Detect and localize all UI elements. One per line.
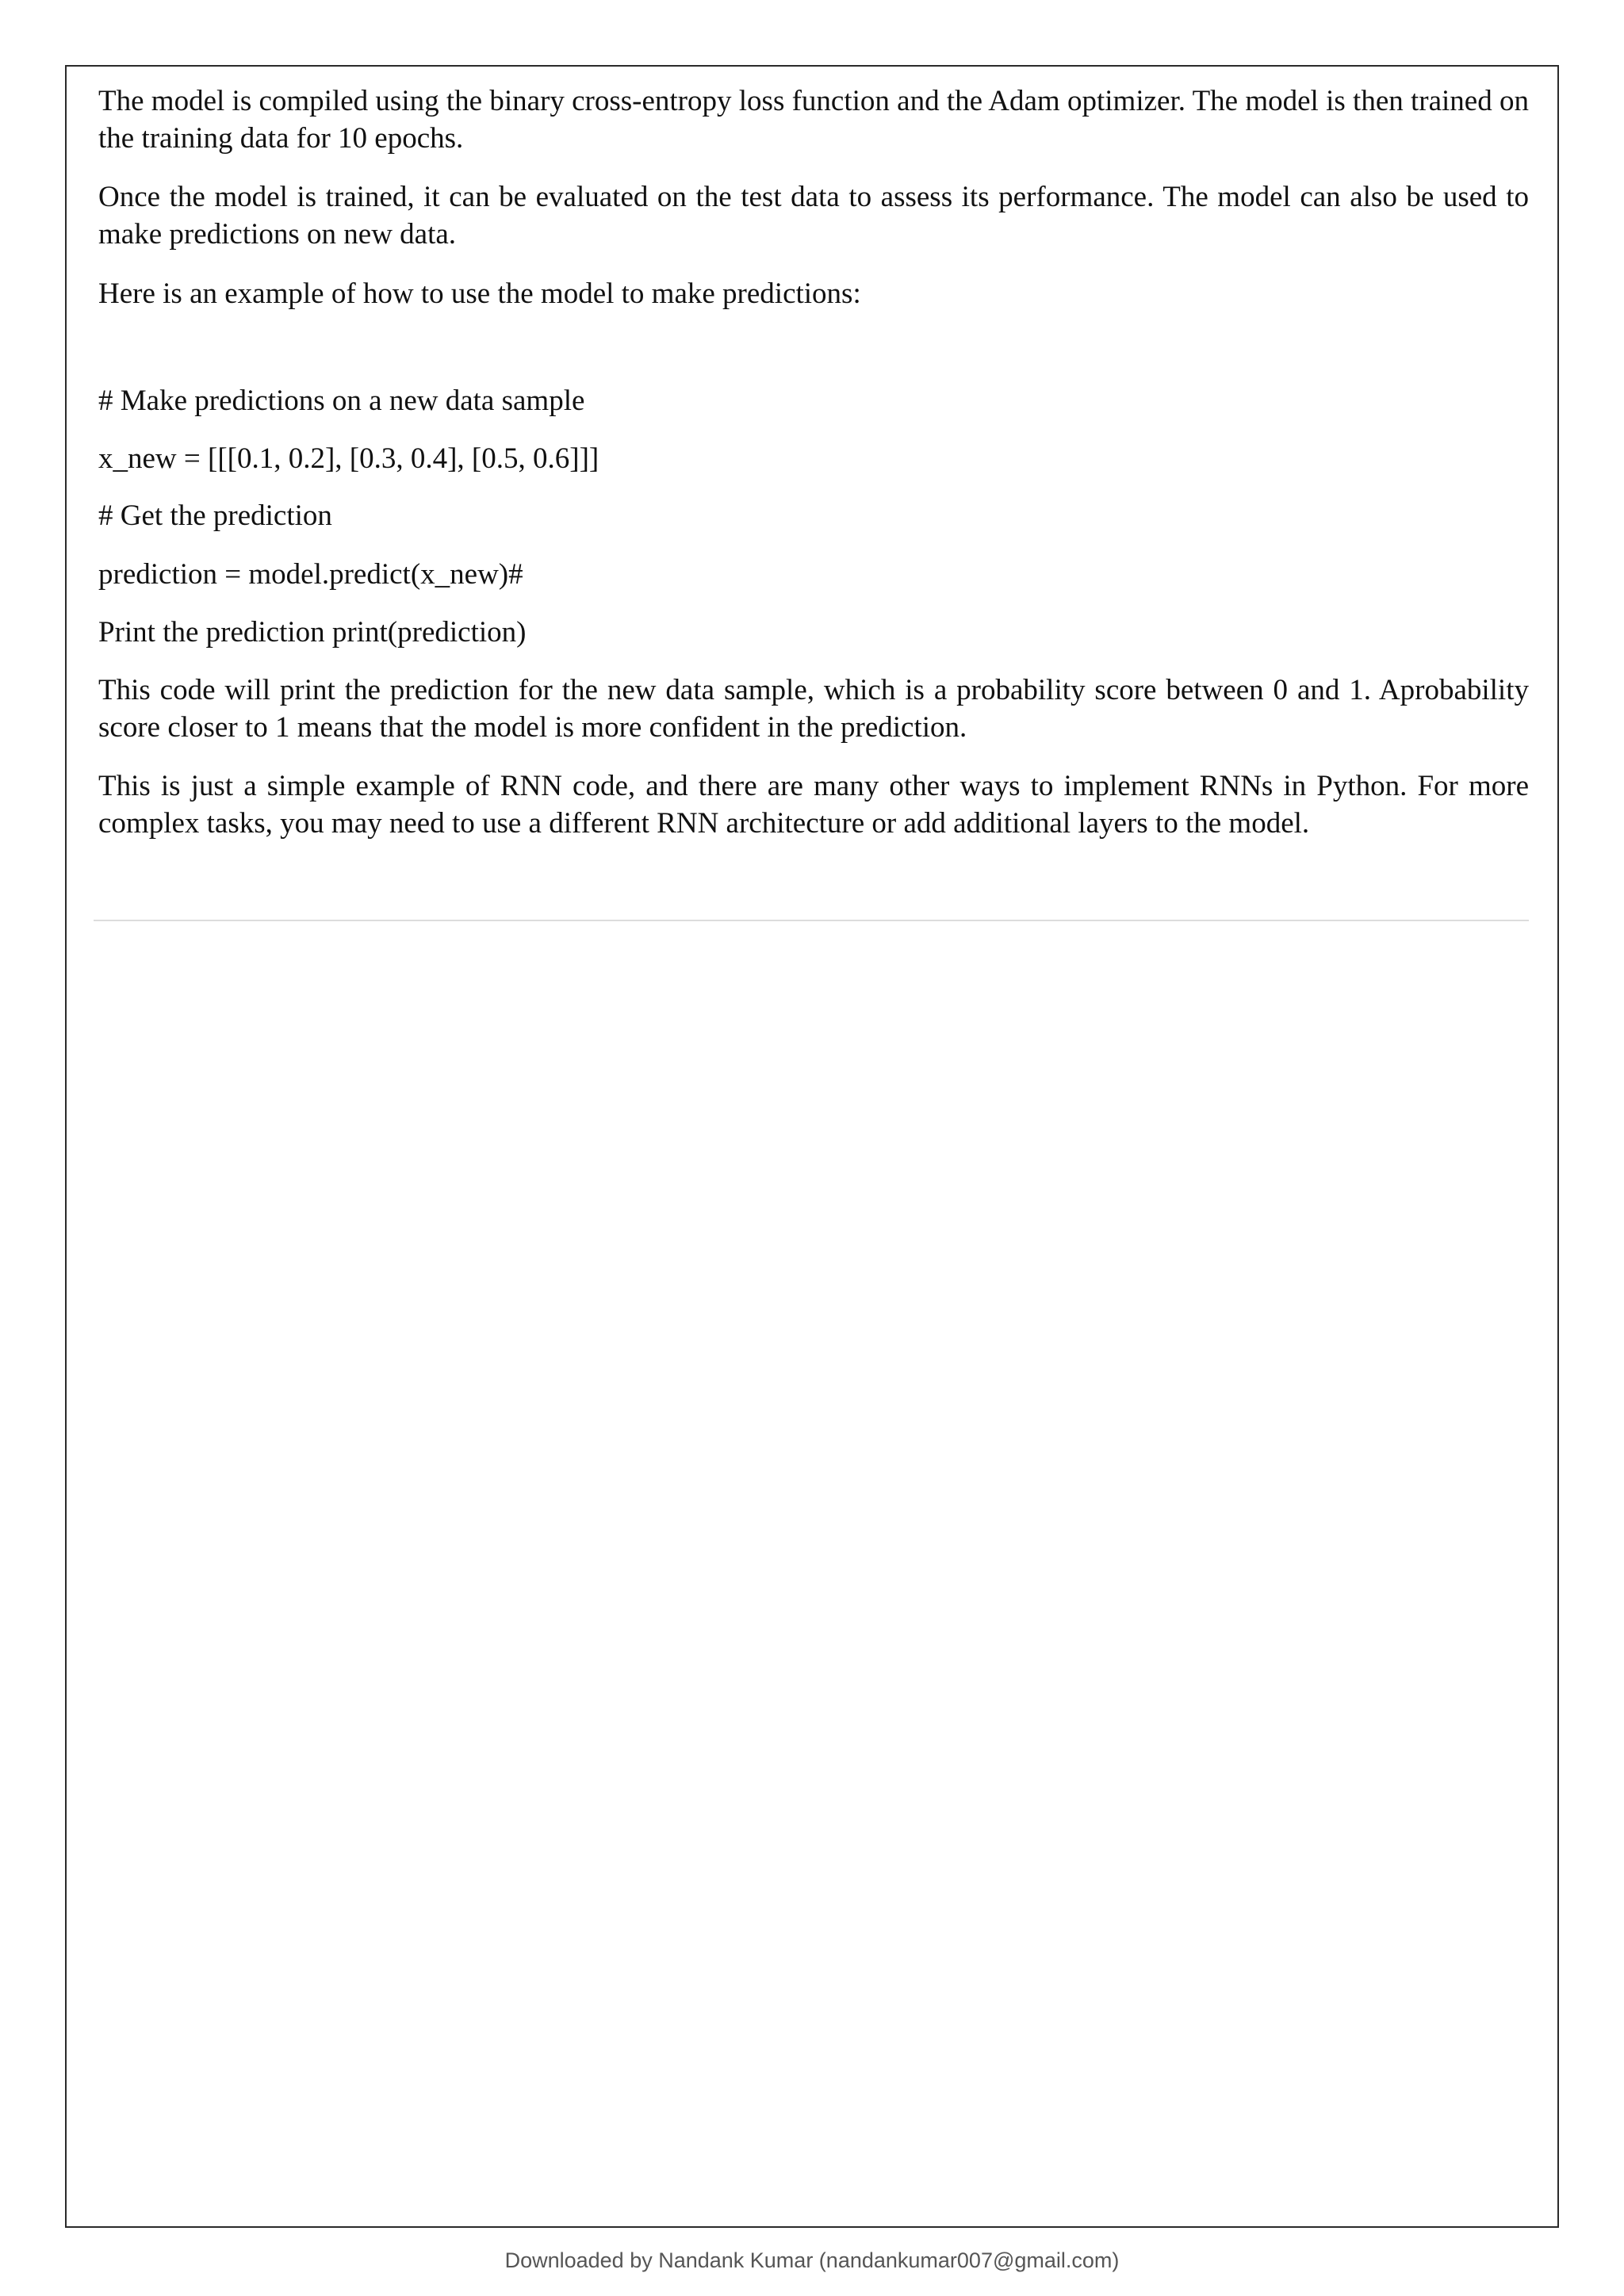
code-line-x-new: x_new = [[[0.1, 0.2], [0.3, 0.4], [0.5, 0.6]]]	[98, 442, 599, 475]
code-line-predict-call: prediction = model.predict(x_new)#	[98, 558, 523, 591]
code-line-comment-predict: # Make predictions on a new data sample	[98, 385, 585, 417]
paragraph-model-evaluate: Once the model is trained, it can be evaluated on the test data to assess its performance. The model can also be used to make predictions on new data.	[98, 181, 1529, 251]
download-footer: Downloaded by Nandank Kumar (nandankumar007@gmail.com)	[504, 2248, 1120, 2272]
paragraph-model-compile: The model is compiled using the binary cross-entropy loss function and the Adam optimizer. The model is then trained on the training data for 10 epochs.	[98, 85, 1529, 155]
code-line-comment-get: # Get the prediction	[98, 499, 332, 532]
paragraph-rnn-summary: This is just a simple example of RNN code, and there are many other ways to implement RNNs in Python. For more complex tasks, you may need to use a different RNN architecture or add additional layers to the model.	[98, 770, 1529, 840]
paragraph-prediction-explanation: This code will print the prediction for the new data sample, which is a probability score between 0 and 1. Aprobability score closer to 1 means that the model is more confident in the prediction.	[98, 674, 1529, 744]
section-divider	[94, 920, 1529, 921]
code-line-print: Print the prediction print(prediction)	[98, 616, 527, 649]
paragraph-example-intro: Here is an example of how to use the model to make predictions:	[98, 277, 861, 310]
